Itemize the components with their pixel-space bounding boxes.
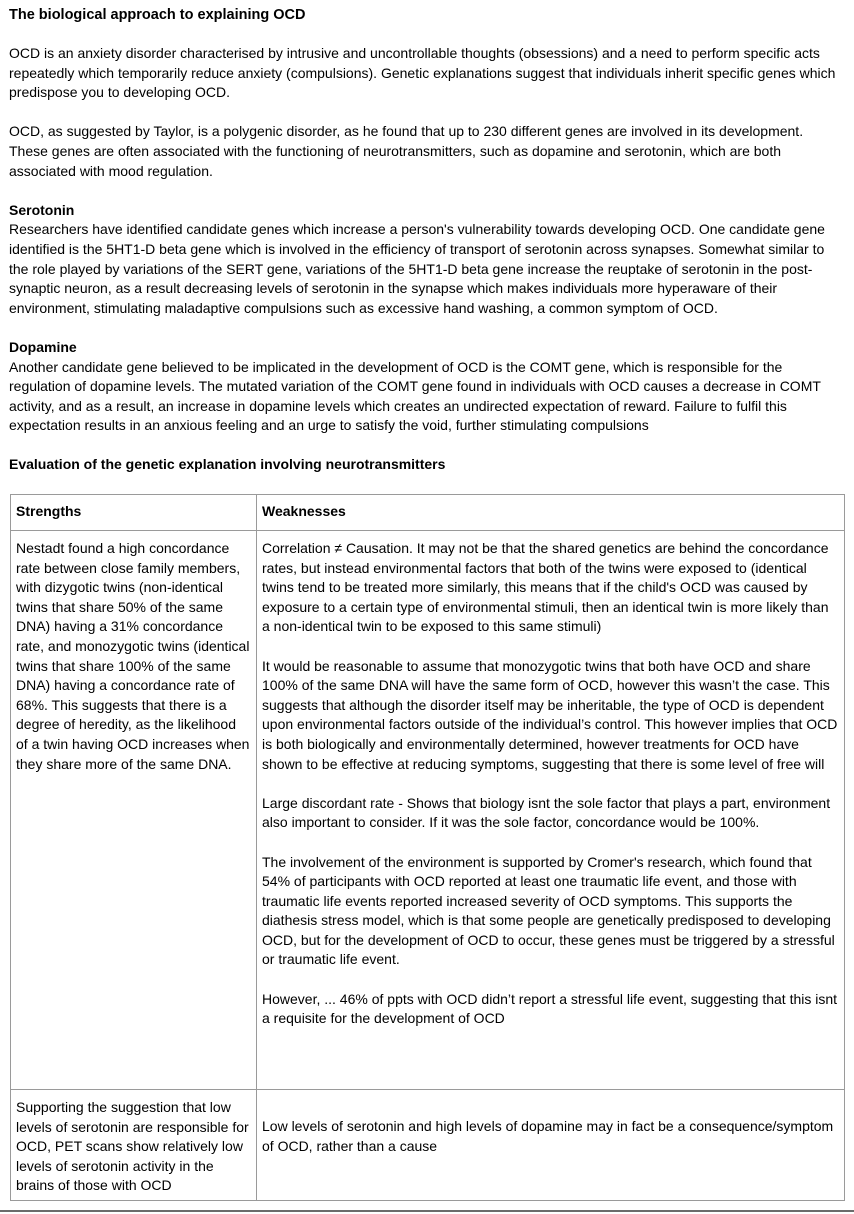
- strength-cell: [11, 531, 257, 1090]
- document-title: The biological approach to explaining OCD: [9, 7, 306, 23]
- dopamine-paragraph: Another candidate gene believed to be implicated in the development of OCD is the COMT gene, which is responsible for the regulation of dopamine levels. The mutated variation of the COMT gene found in individuals with OCD causes a decrease in COMT activity, and as a result, an increase in dopamine levels which creates an undirected expectation of reward. Failure to fulfil this expectation results in an anxious feeling and an urge to satisfy the void, further stimulating compulsions: [9, 358, 821, 434]
- dopamine-heading: Dopamine: [9, 338, 77, 355]
- weakness-paragraph: The involvement of the environment is supported by Cromer's research, which found that 54% of participants with OCD reported at least one traumatic life event, and those with traumatic life events reported increased severity of OCD symptoms. This supports the diathesis stress model, which is that some people are genetically predisposed to developing OCD, but for the development of OCD to occur, these genes must be triggered by a stressful or traumatic life event.: [262, 853, 835, 968]
- intro-paragraph-1: OCD is an anxiety disorder characterised by intrusive and uncontrollable thoughts (obsessions) and a need to perform specific acts repeatedly which temporarily reduce anxiety (compulsions). Genetic explanations suggest that individuals inherit specific genes which predispose you to developing OCD.: [9, 45, 836, 101]
- serotonin-section: [9, 201, 845, 319]
- intro-paragraph-2: OCD, as suggested by Taylor, is a polygenic disorder, as he found that up to 230 different genes are involved in its development. These genes are often associated with the functioning of neurotransmitters, such as dopamine and serotonin, which are both associated with mood regulation.: [9, 123, 804, 179]
- weakness-paragraph: Large discordant rate - Shows that biology isnt the sole factor that plays a part, environment also important to consider. If it was the sole factor, concordance would be 100%.: [262, 794, 831, 831]
- table-header-row: [11, 495, 845, 531]
- strength-text: Supporting the suggestion that low levels of serotonin are responsible for OCD, PET scans show relatively low levels of serotonin activity in the brains of those with OCD: [16, 1099, 249, 1194]
- serotonin-heading: Serotonin: [9, 201, 75, 218]
- document-page: [9, 5, 845, 484]
- serotonin-paragraph: Researchers have identified candidate genes which increase a person's vulnerability towards developing OCD. One candidate gene identified is the 5HT1-D beta gene which is involved in the efficiency of transport of serotonin across synapses. Somewhat similar to the role played by variations of the SERT gene, variations of the 5HT1-D beta gene increase the reuptake of serotonin in the post-synaptic neuron, as a result decreasing levels of serotonin in the synapse which makes individuals more hyperaware of their environment, stimulating maladaptive compulsions such as excessive hand washing, a common symptom of OCD.: [9, 221, 825, 316]
- weakness-paragraph: It would be reasonable to assume that monozygotic twins that both have OCD and share 100% of the same DNA will have the same form of OCD, however this wasn’t the case. This suggests that although the disorder itself may be inheritable, the type of OCD is dependent upon environmental factors outside of the individual’s control. This however implies that OCD is both biologically and environmentally determined, however treatments for OCD have shown to be effective at reducing symptoms, suggesting that there is some level of free will: [262, 657, 838, 772]
- weakness-cell: [257, 1090, 845, 1201]
- strength-text: Nestadt found a high concordance rate between close family members, with dizygotic twins (non-identical twins that share 50% of the same DNA) having a 31% concordance rate, and monozygotic twins (identical twins that share 100% of the same DNA) having a concordance rate of 68%. This suggests that there is a degree of heredity, as the likelihood of a twin having OCD increases when they share more of the same DNA.: [16, 540, 250, 772]
- weakness-cell: [257, 531, 845, 1090]
- weakness-paragraph: However, ... 46% of ppts with OCD didn’t report a stressful life event, suggesting that this isnt a requisite for the development of OCD: [262, 990, 838, 1027]
- weaknesses-header: Weaknesses: [257, 495, 845, 531]
- table-row: [11, 1090, 845, 1201]
- weakness-paragraph: Correlation ≠ Causation. It may not be that the shared genetics are behind the concordance rates, but instead environmental factors that both of the twins were exposed to (identical twins tend to be treated more similarly, this means that if the child's OCD was caused by exposure to a certain type of environmental stimuli, then an identical twin is more likely than a non-identical twin to be exposed to this same stimuli): [262, 540, 829, 635]
- strength-cell: [11, 1090, 257, 1201]
- evaluation-table: [10, 494, 845, 1201]
- dopamine-section: [9, 338, 845, 436]
- table-row: [11, 531, 845, 1090]
- page-bottom-rule: [0, 1210, 854, 1212]
- strengths-header: Strengths: [11, 495, 257, 531]
- evaluation-heading: Evaluation of the genetic explanation involving neurotransmitters: [9, 456, 446, 473]
- weakness-paragraph: Low levels of serotonin and high levels of dopamine may in fact be a consequence/symptom of OCD, rather than a cause: [262, 1118, 834, 1154]
